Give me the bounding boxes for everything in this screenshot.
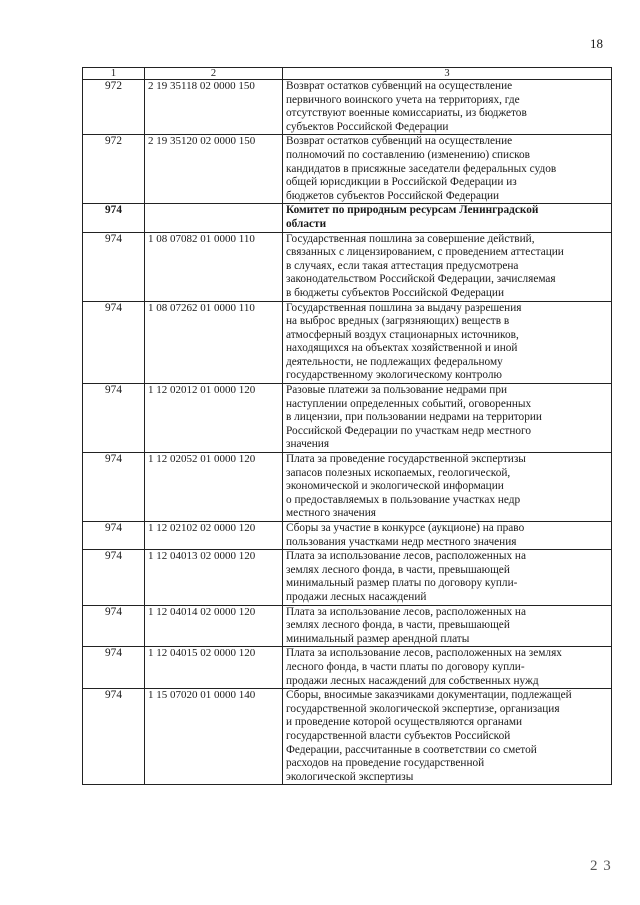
description-line: запасов полезных ископаемых, геологической, — [286, 466, 511, 479]
table-row — [83, 522, 612, 550]
description-line: деятельности, не подлежащих федеральному — [286, 355, 503, 368]
description-line: расходов на проведение государственной — [286, 757, 485, 770]
page-number: 18 — [590, 36, 603, 51]
row-admin-code: 974 — [83, 689, 145, 785]
description-line: местного значения — [286, 507, 376, 520]
description-line: Возврат остатков субвенций на осуществление — [286, 80, 513, 92]
header-col-2: 2 — [145, 68, 283, 80]
row-admin-code: 974 — [83, 647, 145, 689]
description-line: отсутствуют военные комиссариаты, из бюджетов — [286, 107, 527, 120]
header-col-3: 3 — [283, 68, 612, 80]
description-line: Государственная пошлина за выдачу разрешения — [286, 301, 522, 314]
description-line: Комитет по природным ресурсам Ленинградской — [286, 204, 539, 217]
description-line: Российской Федерации по участкам недр местного — [286, 424, 532, 437]
description-line: первичного воинского учета на территориях, где — [286, 93, 520, 106]
row-budget-code: 1 12 04014 02 0000 120 — [145, 605, 283, 647]
row-description — [283, 232, 612, 301]
table-row — [83, 80, 612, 135]
description-line: Плата за использование лесов, расположенных на — [286, 550, 526, 563]
description-line: экономической и экологической информации — [286, 480, 504, 493]
row-admin-code: 974 — [83, 232, 145, 301]
description-line: общей юрисдикции в Российской Федерации из — [286, 176, 517, 189]
row-admin-code: 974 — [83, 301, 145, 384]
row-budget-code: 2 19 35118 02 0000 150 — [145, 80, 283, 135]
row-admin-code: 972 — [83, 80, 145, 135]
description-line: Возврат остатков субвенций на осуществление — [286, 135, 513, 148]
description-line: государственной власти субъектов Российской — [286, 729, 511, 742]
description-line: бюджетов субъектов Российской Федерации — [286, 189, 500, 202]
classification-table — [82, 67, 612, 785]
row-description — [283, 301, 612, 384]
row-budget-code: 2 19 35120 02 0000 150 — [145, 135, 283, 204]
description-line: Сборы, вносимые заказчиками документации, подлежащей — [286, 689, 572, 702]
description-line: и проведение которой осуществляются органами — [286, 716, 523, 729]
handwritten-page-mark: 2 3 — [590, 858, 612, 874]
description-line: Плата за использование лесов, расположенных на — [286, 605, 526, 618]
row-budget-code: 1 12 02052 01 0000 120 — [145, 453, 283, 522]
description-line: землях лесного фонда, в части, превышающей — [286, 619, 510, 632]
description-line: области — [286, 217, 327, 230]
row-budget-code: 1 12 02012 01 0000 120 — [145, 384, 283, 453]
row-budget-code: 1 08 07262 01 0000 110 — [145, 301, 283, 384]
description-line: минимальный размер арендной платы — [286, 632, 470, 645]
row-description — [283, 605, 612, 647]
description-line: субъектов Российской Федерации — [286, 120, 449, 133]
description-line: наступлении определенных событий, оговоренных — [286, 397, 532, 410]
description-line: находящихся на объектах хозяйственной и иной — [286, 342, 518, 355]
row-admin-code: 972 — [83, 135, 145, 204]
row-admin-code: 974 — [83, 384, 145, 453]
description-line: связанных с лицензированием, с проведением аттестации — [286, 246, 564, 259]
description-line: Федерации, рассчитанные в соответствии со сметой — [286, 743, 537, 756]
description-line: Плата за использование лесов, расположенных на землях — [286, 647, 562, 660]
description-line: минимальный размер платы по договору купли- — [286, 577, 518, 590]
header-col-1: 1 — [83, 68, 145, 80]
row-budget-code: 1 12 02102 02 0000 120 — [145, 522, 283, 550]
description-line: атмосферный воздух стационарных источников, — [286, 328, 519, 341]
description-line: экологической экспертизы — [286, 770, 414, 783]
header-row — [83, 68, 612, 80]
table-row — [83, 384, 612, 453]
description-line: в лицензии, при пользовании недрами на территории — [286, 411, 542, 424]
row-budget-code: 1 12 04015 02 0000 120 — [145, 647, 283, 689]
row-admin-code: 974 — [83, 522, 145, 550]
table-body — [83, 68, 612, 785]
row-description — [283, 689, 612, 785]
description-line: кандидатов в присяжные заседатели федеральных судов — [286, 162, 557, 175]
row-admin-code: 974 — [83, 605, 145, 647]
description-line: Разовые платежи за пользование недрами при — [286, 384, 508, 397]
table-row — [83, 204, 612, 232]
description-line: значения — [286, 438, 330, 451]
row-description — [283, 204, 612, 232]
row-admin-code: 974 — [83, 550, 145, 605]
row-description — [283, 80, 612, 135]
description-line: Государственная пошлина за совершение действий, — [286, 232, 535, 245]
description-line: продажи лесных насаждений — [286, 590, 427, 603]
table-row — [83, 453, 612, 522]
row-budget-code: 1 15 07020 01 0000 140 — [145, 689, 283, 785]
row-budget-code — [145, 204, 283, 232]
row-admin-code: 974 — [83, 453, 145, 522]
description-line: землях лесного фонда, в части, превышающей — [286, 563, 510, 576]
row-description — [283, 453, 612, 522]
description-line: в случаях, если такая аттестация предусмотрена — [286, 259, 519, 272]
table-row — [83, 232, 612, 301]
description-line: в бюджеты субъектов Российской Федерации — [286, 286, 505, 299]
description-line: Сборы за участие в конкурсе (аукционе) на право — [286, 522, 525, 534]
description-line: полномочий по составлению (изменению) списков — [286, 148, 530, 161]
table-row — [83, 550, 612, 605]
row-description — [283, 384, 612, 453]
row-budget-code: 1 12 04013 02 0000 120 — [145, 550, 283, 605]
row-description — [283, 550, 612, 605]
table-row — [83, 689, 612, 785]
table-row — [83, 135, 612, 204]
table-row — [83, 647, 612, 689]
row-admin-code: 974 — [83, 204, 145, 232]
row-budget-code: 1 08 07082 01 0000 110 — [145, 232, 283, 301]
description-line: законодательством Российской Федерации, зачисляемая — [286, 273, 556, 286]
description-line: государственному экологическому контролю — [286, 369, 502, 382]
description-line: Плата за проведение государственной экспертизы — [286, 453, 526, 466]
description-line: государственной экологической экспертизе, организация — [286, 702, 560, 715]
description-line: пользования участками недр местного значения — [286, 535, 517, 548]
description-line: о предоставляемых в пользование участках недр — [286, 493, 521, 506]
row-description — [283, 135, 612, 204]
row-description — [283, 522, 612, 550]
row-description — [283, 647, 612, 689]
description-line: продажи лесных насаждений для собственных нужд — [286, 674, 539, 687]
description-line: на выброс вредных (загрязняющих) веществ в — [286, 315, 510, 328]
table-row — [83, 301, 612, 384]
description-line: лесного фонда, в части платы по договору купли- — [286, 660, 525, 673]
table-row — [83, 605, 612, 647]
